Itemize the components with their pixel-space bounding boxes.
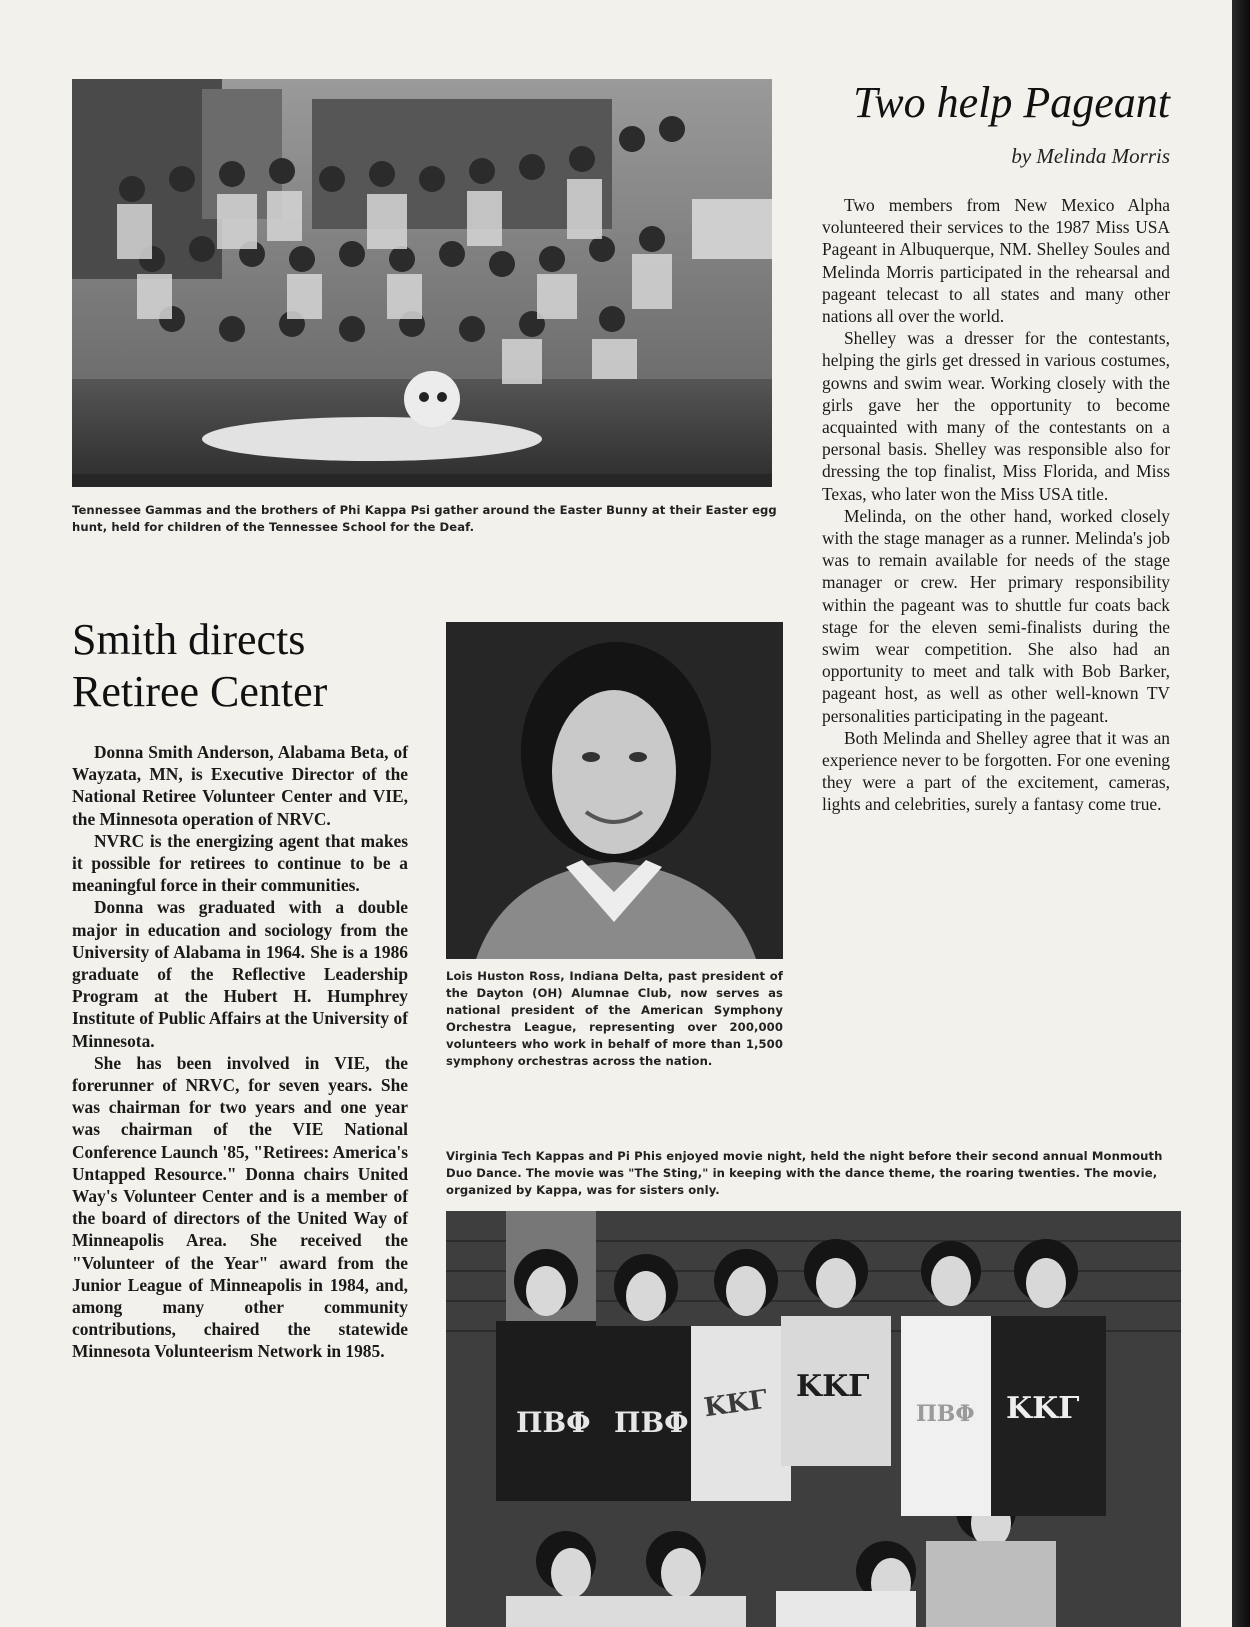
caption-easter-photo: Tennessee Gammas and the brothers of Phi Kappa Psi gather around the Easter Bunny at their Easter egg hunt, held for children of the Tennessee School for the Deaf. bbox=[72, 503, 777, 534]
smith-article-body bbox=[72, 741, 408, 1363]
shirt-letters-2: ΠΒΦ bbox=[614, 1406, 689, 1439]
shirt-letters-4: ΚΚΓ bbox=[796, 1369, 870, 1404]
portrait-photo bbox=[446, 622, 783, 959]
caption-portrait: Lois Huston Ross, Indiana Delta, past president of the Dayton (OH) Alumnae Club, now serves as national president of the American Symphony Orchestra League, representing over 200,000 volunteers who work in behalf of more than 1,500 symphony orchestras across the nation. bbox=[446, 969, 783, 1068]
page-edge-shadow bbox=[1232, 0, 1250, 1627]
pageant-paragraph: Two members from New Mexico Alpha volunteered their services to the 1987 Miss USA Pageant in Albuquerque, NM. Shelley Soules and Melinda Morris participated in the rehearsal and pageant telecast to all states and many other nations all over the world. bbox=[822, 195, 1170, 327]
pageant-paragraph: Melinda, on the other hand, worked closely with the stage manager as a runner. Melinda's job was to remain available for needs of the stage manager or crew. Her primary responsibility within the pageant was to shuttle fur coats back stage for the eleven semi-finalists during the swim wear competition. She also had an opportunity to meet and talk with Bob Barker, pageant host, as well as other well-known TV personalities participating in the pageant. bbox=[822, 505, 1170, 726]
shirt-letters-5: ΠΒΦ bbox=[916, 1401, 975, 1427]
pageant-byline: by Melinda Morris bbox=[1011, 144, 1170, 168]
caption-movie-night: Virginia Tech Kappas and Pi Phis enjoyed movie night, held the night before their second annual Monmouth Duo Dance. The movie was "The Sting," in keeping with the dance theme, the roaring twenties. The movie, organized by Kappa, was for sisters only. bbox=[446, 1149, 1163, 1197]
pageant-paragraph: Shelley was a dresser for the contestants, helping the girls get dressed in various costumes, gowns and swim wear. Working closely with the girls gave her the opportunity to become acquainted with many of the contestants on a personal basis. Shelley was responsible also for dressing the top finalist, Miss Florida, and Miss Texas, who later won the Miss USA title. bbox=[822, 328, 1170, 504]
pageant-headline: Two help Pageant bbox=[853, 78, 1170, 127]
pageant-article-body bbox=[822, 194, 1170, 816]
portrait-photo-image bbox=[446, 622, 783, 959]
group-photo-easter bbox=[72, 79, 772, 487]
smith-paragraph: Donna was graduated with a double major in education and sociology from the University of Alabama in 1964. She is a 1986 graduate of the Reflective Leadership Program at the Hubert H. Humphrey Institute of Public Affairs at the University of Minnesota. bbox=[72, 897, 408, 1051]
shirt-letters-3: ΚΚΓ bbox=[702, 1384, 770, 1424]
shirt-letters-1: ΠΒΦ bbox=[516, 1406, 591, 1439]
shirt-letters-6: ΚΚΓ bbox=[1006, 1391, 1080, 1426]
smith-paragraph: She has been involved in VIE, the forerunner of NRVC, for seven years. She was chairman for two years and one year was chairman of the VIE National Conference Launch '85, "Retirees: America's Untapped Resource." Donna chairs United Way's Volunteer Center and is a member of the board of directors of the United Way of Minneapolis Area. She received the "Volunteer of the Year" award from the Junior League of Minneapolis in 1984, and, among many other community contributions, chaired the statewide Minnesota Volunteerism Network in 1985. bbox=[72, 1052, 408, 1362]
pageant-paragraph: Both Melinda and Shelley agree that it was an experience never to be forgotten. For one evening they were a part of the excitement, cameras, lights and celebrities, surely a fantasy come true. bbox=[822, 727, 1170, 815]
smith-paragraph: NVRC is the energizing agent that makes it possible for retirees to continue to be a meaningful force in their communities. bbox=[72, 830, 408, 896]
smith-paragraph: Donna Smith Anderson, Alabama Beta, of Wayzata, MN, is Executive Director of the National Retiree Volunteer Center and VIE, the Minnesota operation of NRVC. bbox=[72, 742, 408, 829]
sorority-photo-movie-night bbox=[446, 1211, 1181, 1627]
smith-headline: Smith directs Retiree Center bbox=[72, 615, 328, 716]
group-photo-easter-image bbox=[72, 79, 772, 487]
